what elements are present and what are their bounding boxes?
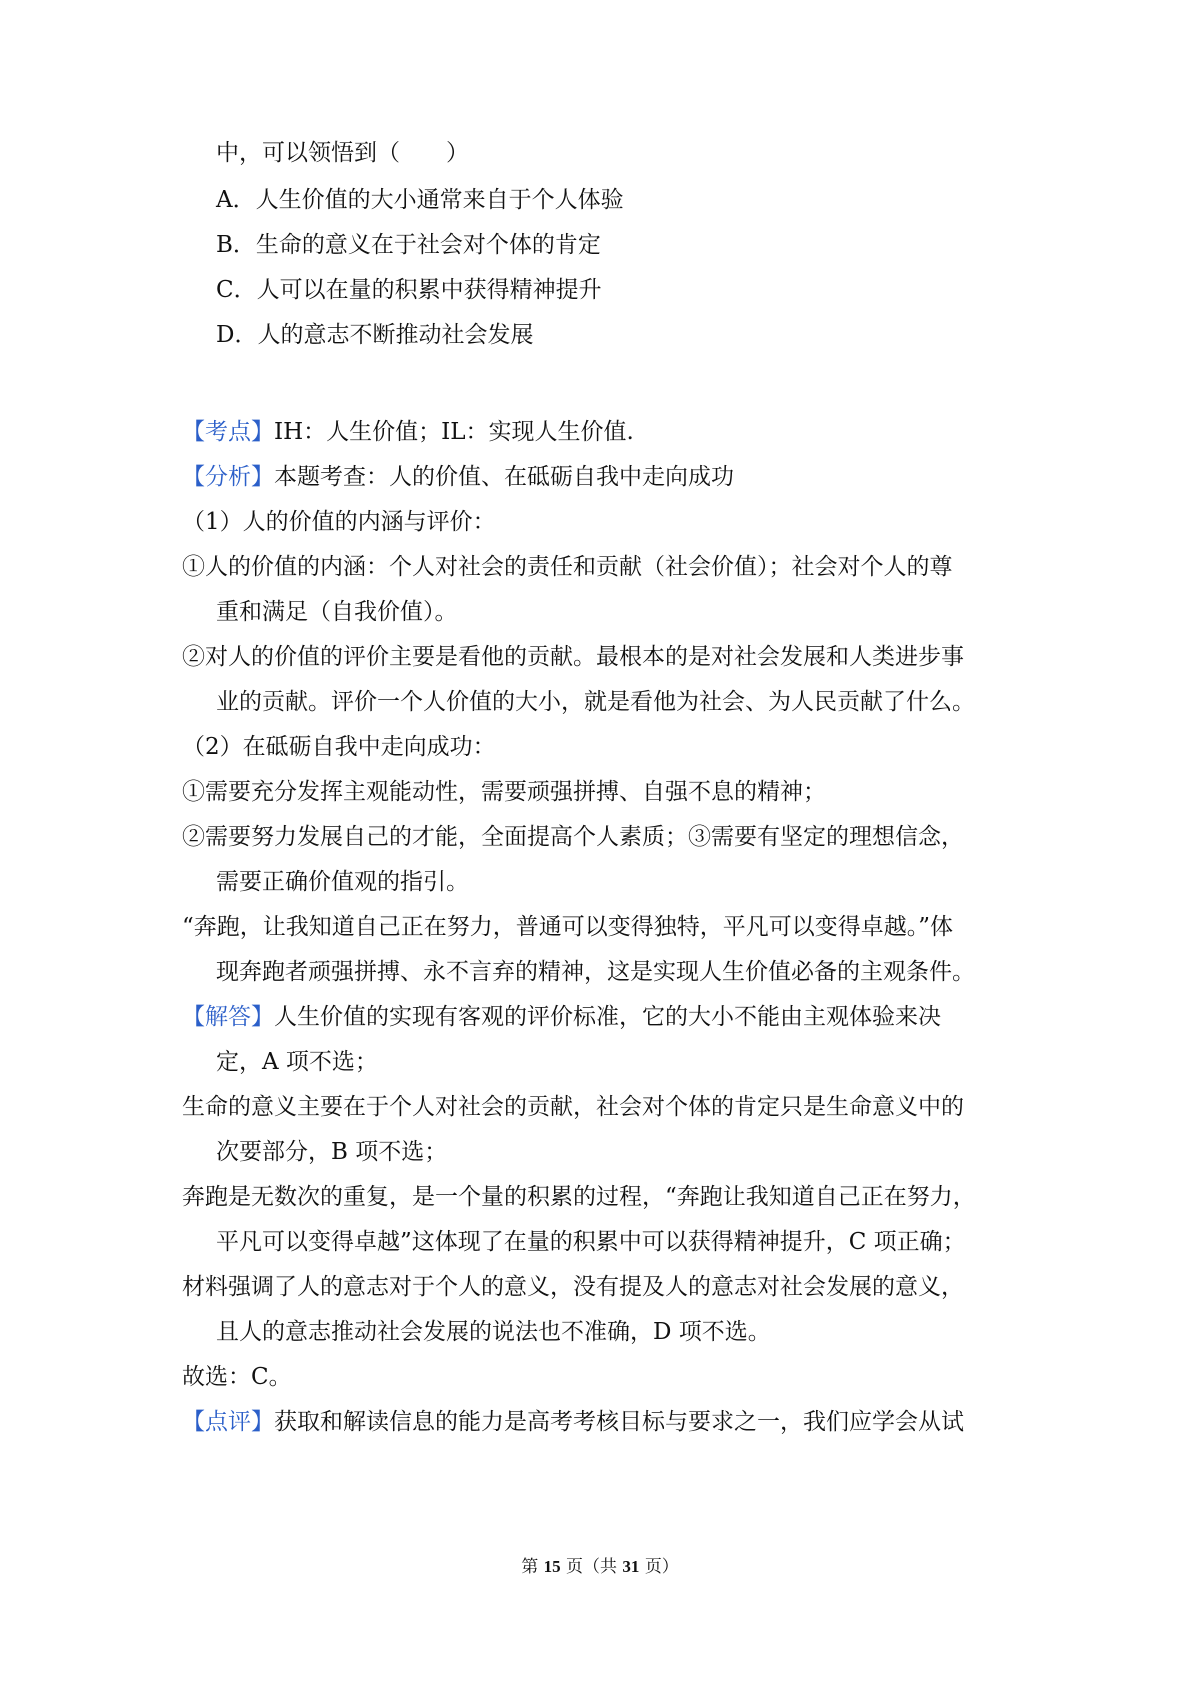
fenxi-paragraph: ②需要努力发展自己的才能，全面提高个人素质；③需要有坚定的理想信念， [182,824,964,850]
fenxi-paragraph: 业的贡献。评价一个人价值的大小，就是看他为社会、为人民贡献了什么。 [216,689,975,715]
fenxi-paragraph: （2）在砥砺自我中走向成功： [182,734,496,760]
option-d: D．人的意志不断推动社会发展 [216,322,534,348]
jieda-line [182,1001,1042,1033]
fenxi-line [182,461,1042,493]
option-c: C．人可以在量的积累中获得精神提升 [216,277,602,303]
footer-prefix: 第 [521,1557,539,1577]
fenxi-paragraph: ①人的价值的内涵：个人对社会的责任和贡献（社会价值）；社会对个人的尊 [182,554,953,580]
footer-suffix: 页） [644,1557,679,1577]
fenxi-paragraph: （1）人的价值的内涵与评价： [182,509,496,535]
jieda-paragraph: 生命的意义主要在于个人对社会的贡献，社会对个体的肯定只是生命意义中的 [182,1094,964,1120]
jieda-paragraph: 材料强调了人的意志对于个人的意义，没有提及人的意志对社会发展的意义， [182,1274,964,1300]
jieda-paragraph: 且人的意志推动社会发展的说法也不准确，D 项不选。 [216,1319,771,1345]
kaodian-text: IH：人生价值；IL：实现人生价值. [274,419,634,445]
kaodian-line [182,416,1042,448]
jieda-paragraph: 次要部分，B 项不选； [216,1139,448,1165]
option-a: A．人生价值的大小通常来自于个人体验 [216,187,624,213]
fenxi-paragraph: 现奔跑者顽强拼搏、永不言弃的精神，这是实现人生价值必备的主观条件。 [216,959,975,985]
dianping-text: 获取和解读信息的能力是高考考核目标与要求之一，我们应学会从试 [274,1409,964,1435]
fenxi-paragraph: ②对人的价值的评价主要是看他的贡献。最根本的是对社会发展和人类进步事 [182,644,964,670]
jieda-conclusion: 故选：C。 [182,1364,292,1390]
page-footer [0,1555,1200,1579]
jieda-paragraph: 奔跑是无数次的重复，是一个量的积累的过程，“奔跑让我知道自己正在努力， [182,1184,976,1210]
dianping-line [182,1406,1042,1438]
fenxi-text: 本题考查：人的价值、在砥砺自我中走向成功 [274,464,734,490]
option-b: B．生命的意义在于社会对个体的肯定 [216,232,601,258]
dianping-tag: 【点评】 [182,1409,274,1435]
jieda-paragraph: 定，A 项不选； [216,1049,378,1075]
fenxi-paragraph: ①需要充分发挥主观能动性，需要顽强拼搏、自强不息的精神； [182,779,826,805]
footer-middle: 页（共 [566,1557,617,1577]
fenxi-tag: 【分析】 [182,464,274,490]
footer-page-number: 15 [543,1557,561,1576]
fenxi-paragraph: “奔跑，让我知道自己正在努力，普通可以变得独特，平凡可以变得卓越。”体 [182,914,954,940]
jieda-paragraph: 平凡可以变得卓越”这体现了在量的积累中可以获得精神提升，C 项正确； [216,1229,966,1255]
footer-total-pages: 31 [622,1557,640,1576]
fenxi-paragraph: 重和满足（自我价值）。 [216,599,458,625]
kaodian-tag: 【考点】 [182,419,274,445]
question-stem: 中，可以领悟到（ ） [216,140,469,166]
jieda-text: 人生价值的实现有客观的评价标准，它的大小不能由主观体验来决 [274,1004,941,1030]
fenxi-paragraph: 需要正确价值观的指引。 [216,869,469,895]
jieda-tag: 【解答】 [182,1004,274,1030]
